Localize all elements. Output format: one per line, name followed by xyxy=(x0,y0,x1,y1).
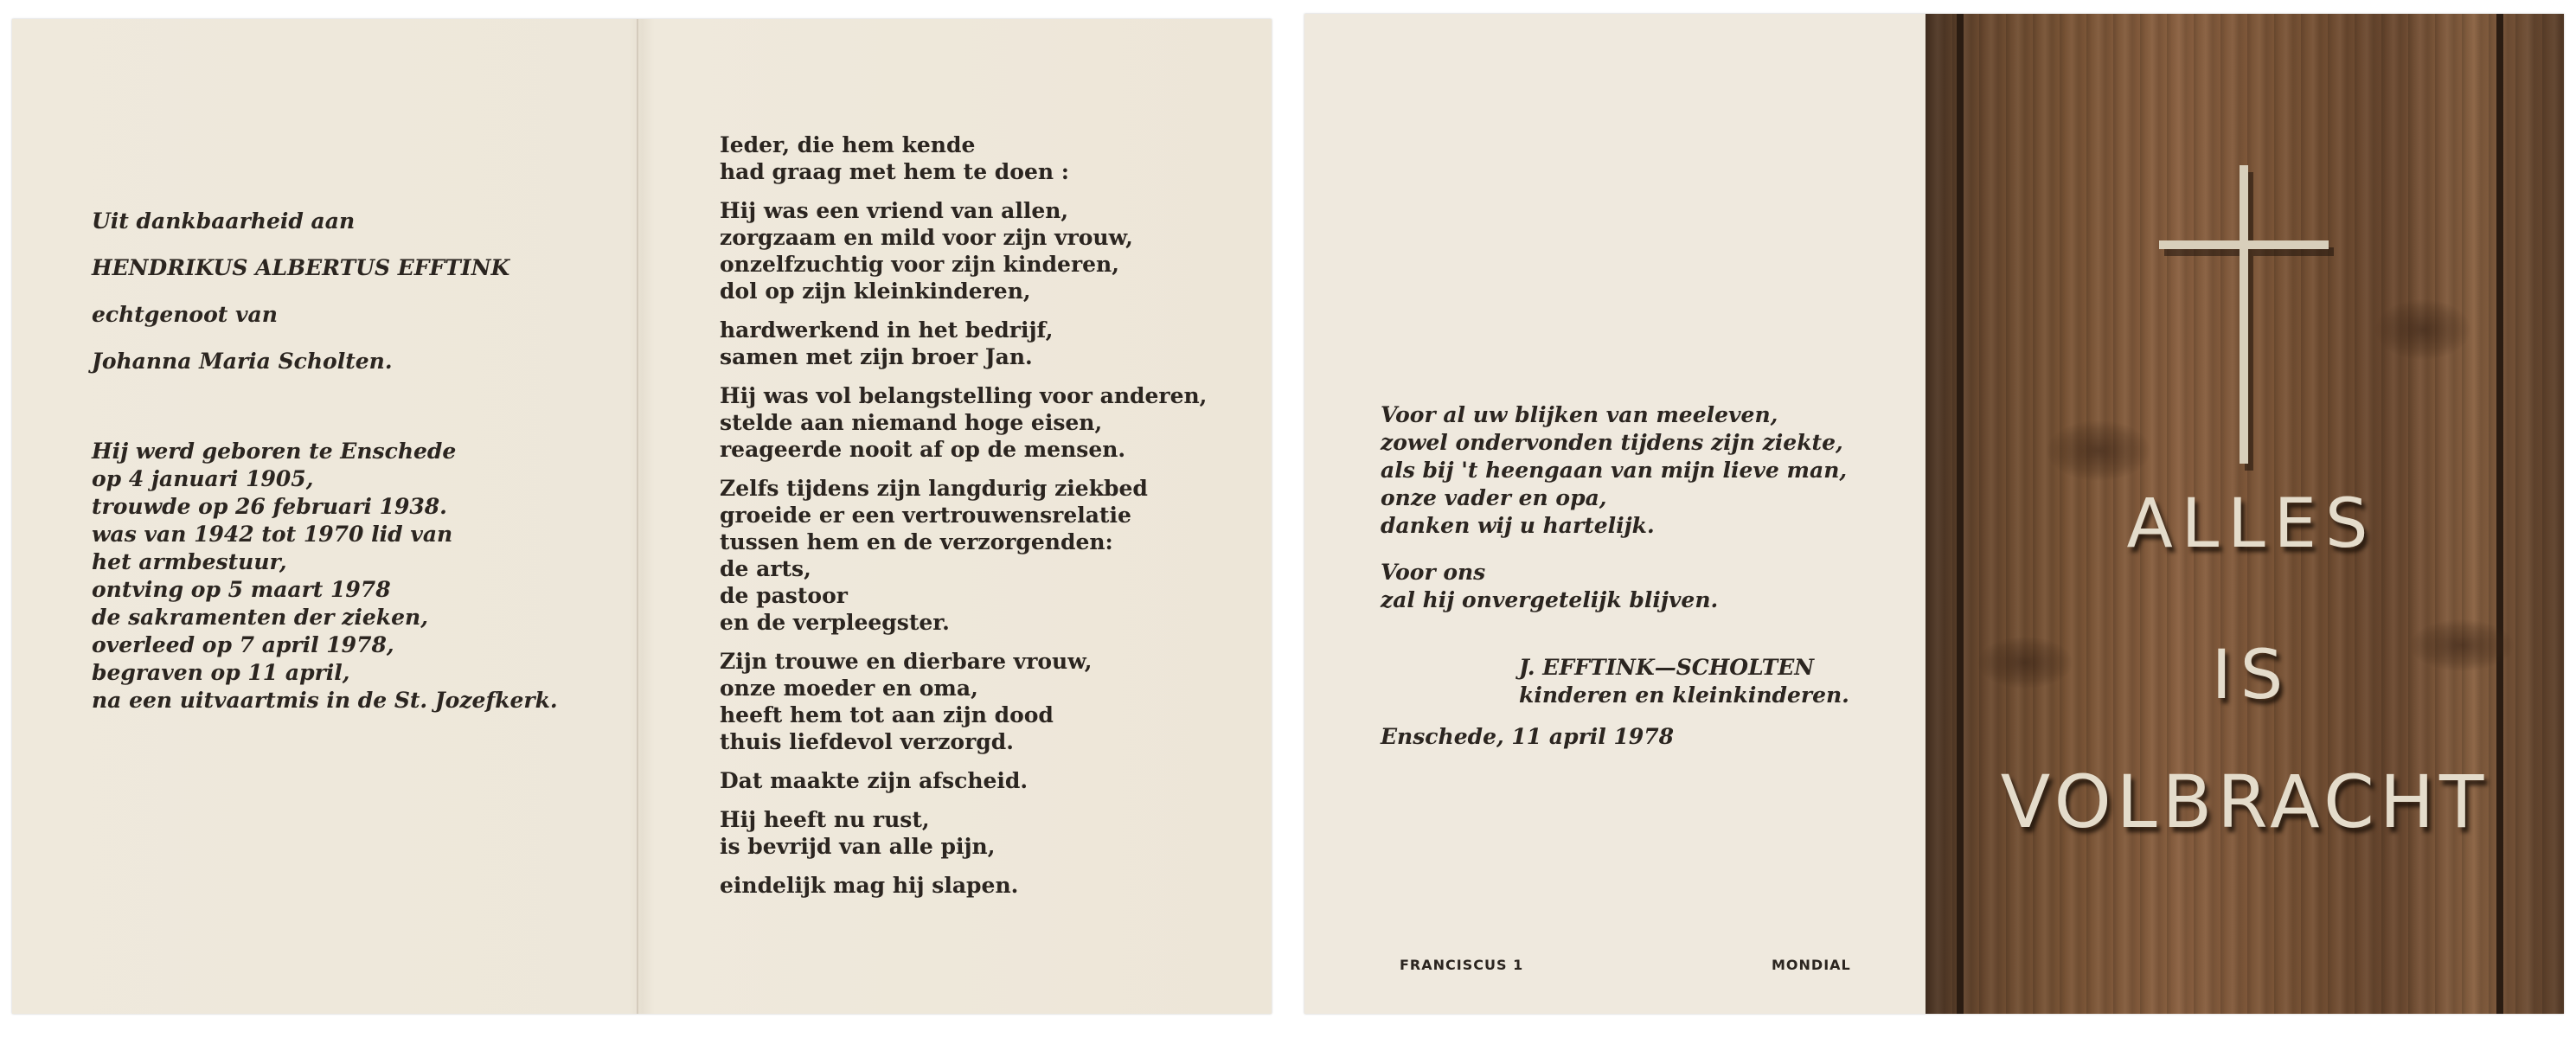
thanks-block xyxy=(1381,401,1847,633)
spouse-name: Johanna Maria Scholten. xyxy=(92,349,393,374)
bio-line: trouwde op 26 februari 1938. xyxy=(92,494,447,519)
poem-line: dol op zijn kleinkinderen, xyxy=(720,279,1031,304)
poem-line: is bevrijd van alle pijn, xyxy=(720,834,996,859)
poem-line: en de verpleegster. xyxy=(720,610,950,635)
poem-stanza xyxy=(720,382,1207,463)
bio-line: de sakramenten der zieken, xyxy=(92,605,428,630)
poem-line: had graag met hem te doen : xyxy=(720,159,1069,184)
poem-line: thuis liefdevol verzorgd. xyxy=(720,729,1014,754)
poem-stanza xyxy=(720,197,1207,304)
bio-line: ontving op 5 maart 1978 xyxy=(92,577,391,602)
poem-block xyxy=(720,131,1207,911)
thanks-line: Voor al uw blijken van meeleven, xyxy=(1381,402,1778,427)
poem-line: Dat maakte zijn afscheid. xyxy=(720,768,1028,793)
dedication-line: Uit dankbaarheid aan xyxy=(92,208,356,234)
poem-line: Hij was een vriend van allen, xyxy=(720,198,1069,223)
poem-line: zorgzaam en mild voor zijn vrouw, xyxy=(720,225,1133,250)
fold-line xyxy=(637,19,638,1014)
poem-stanza xyxy=(720,317,1207,370)
poem-line: Zijn trouwe en dierbare vrouw, xyxy=(720,649,1093,674)
cover-wood-panel xyxy=(1926,14,2564,1014)
poem-line: onzelfzuchtig voor zijn kinderen, xyxy=(720,252,1119,277)
place-date: Enschede, 11 april 1978 xyxy=(1381,724,1675,749)
poem-line: groeide er een vertrouwensrelatie xyxy=(720,503,1131,528)
cover-word-alles: ALLES xyxy=(2126,485,2377,563)
thanks-line: zowel ondervonden tijdens zijn ziekte, xyxy=(1381,430,1843,455)
poem-stanza xyxy=(720,131,1207,185)
poem-stanza xyxy=(720,872,1207,899)
dedication-block xyxy=(92,208,509,394)
poem-line: Hij heeft nu rust, xyxy=(720,807,930,832)
inner-card-spread xyxy=(12,19,1272,1014)
thanks-line: als bij 't heengaan van mijn lieve man, xyxy=(1381,458,1848,483)
poem-line: tussen hem en de verzorgenden: xyxy=(720,529,1113,554)
bio-line: Hij werd geboren te Enschede xyxy=(92,439,457,464)
thanks-line: Voor ons xyxy=(1381,560,1486,585)
thanks-paragraph xyxy=(1381,401,1847,540)
bio-line: was van 1942 tot 1970 lid van xyxy=(92,522,453,547)
cover-word-is: IS xyxy=(2211,637,2292,714)
poem-line: reageerde nooit af op de mensen. xyxy=(720,437,1126,462)
signature-block xyxy=(1381,654,1849,751)
deceased-name: HENDRIKUS ALBERTUS EFFTINK xyxy=(92,255,510,280)
poem-line: Hij was vol belangstelling voor anderen, xyxy=(720,383,1208,408)
poem-stanza xyxy=(720,648,1207,755)
poem-stanza xyxy=(720,806,1207,860)
poem-line: samen met zijn broer Jan. xyxy=(720,344,1033,369)
cover-word-volbracht: VOLBRACHT xyxy=(2000,759,2489,844)
thanks-line: onze vader en opa, xyxy=(1381,485,1607,510)
poem-line: hardwerkend in het bedrijf, xyxy=(720,317,1054,343)
thanks-line: danken wij u hartelijk. xyxy=(1381,513,1655,538)
poem-line: de arts, xyxy=(720,556,811,581)
bio-line: overleed op 7 april 1978, xyxy=(92,632,394,657)
signature-subline: kinderen en kleinkinderen. xyxy=(1519,682,1849,708)
bio-line: op 4 januari 1905, xyxy=(92,466,314,491)
poem-line: onze moeder en oma, xyxy=(720,676,978,701)
publisher-name: MONDIAL xyxy=(1772,957,1851,973)
bio-line: na een uitvaartmis in de St. Jozefkerk. xyxy=(92,688,558,713)
thanks-paragraph xyxy=(1381,559,1847,614)
bio-line: het armbestuur, xyxy=(92,549,287,574)
signature-name: J. EFFTINK—SCHOLTEN xyxy=(1519,655,1815,680)
poem-line: eindelijk mag hij slapen. xyxy=(720,873,1019,898)
poem-line: heeft hem tot aan zijn dood xyxy=(720,702,1054,727)
outer-card-spread xyxy=(1304,14,2564,1014)
poem-line: Zelfs tijdens zijn langdurig ziekbed xyxy=(720,476,1148,501)
poem-line: de pastoor xyxy=(720,583,848,608)
poem-stanza xyxy=(720,475,1207,636)
bio-line: begraven op 11 april, xyxy=(92,660,350,685)
publisher-series: FRANCISCUS 1 xyxy=(1400,957,1524,973)
poem-line: stelde aan niemand hoge eisen, xyxy=(720,410,1103,435)
poem-stanza xyxy=(720,767,1207,794)
poem-line: Ieder, die hem kende xyxy=(720,132,976,157)
dedication-line: echtgenoot van xyxy=(92,302,278,327)
thanks-line: zal hij onvergetelijk blijven. xyxy=(1381,587,1719,612)
biography-block xyxy=(92,438,558,714)
